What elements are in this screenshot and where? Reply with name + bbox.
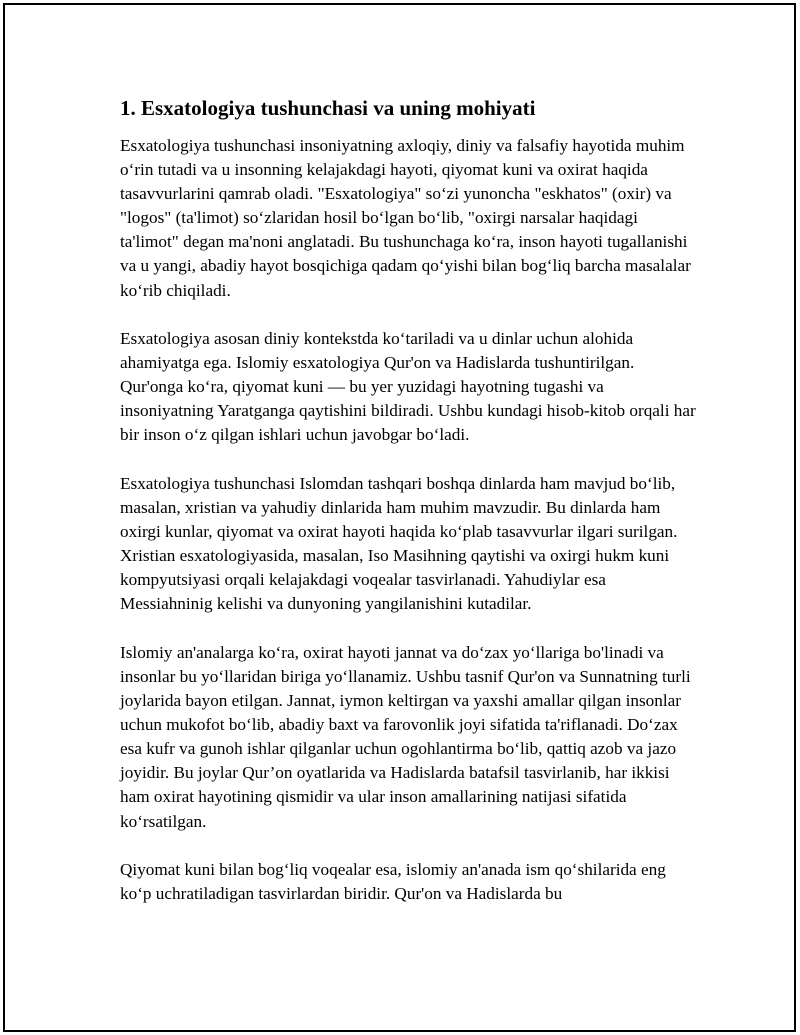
document-page [3,3,796,1032]
paragraph-1: Esxatologiya tushunchasi insoniyatning axloqiy, diniy va falsafiy hayotida muhim o‘rin tutadi va u insonning kelajakdagi hayoti, qiyomat kuni va oxirat haqida tasavvurlarini qamrab oladi. "Esxatologiya" so‘zi yunoncha "eskhatos" (oxir) va "logos" (ta'limot) so‘zlaridan hosil bo‘lgan bo‘lib, "oxirgi narsalar haqidagi ta'limot" degan ma'noni anglatadi. Bu tushunchaga ko‘ra, inson hayoti tugallanishi va u yangi, abadiy hayot bosqichiga qadam qo‘yishi bilan bog‘liq barcha masalalar ko‘rib chiqiladi. [120,136,691,300]
paragraph-4: Islomiy an'analarga ko‘ra, oxirat hayoti jannat va do‘zax yo‘llariga bo'linadi va insonlar bu yo‘llaridan biriga yo‘llanamiz. Ushbu tasnif Qur'on va Sunnatning turli joylarida bayon etilgan. Jannat, iymon keltirgan va yaxshi amallar qilgan insonlar uchun mukofot bo‘lib, abadiy baxt va farovonlik joyi sifatida ta'riflanadi. Do‘zax esa kufr va gunoh ishlar qilganlar uchun ogohlantirma bo‘lib, qattiq azob va jazo joyidir. Bu joylar Qur’on oyatlarida va Hadislarda batafsil tasvirlanib, har ikkisi ham oxirat hayotining qismidir va ular inson amallarining natijasi sifatida ko‘rsatilgan. [120,642,691,831]
paragraph-5: Qiyomat kuni bilan bog‘liq voqealar esa, islomiy an'anada ism qo‘shilarida eng ko‘p uchratiladigan tasvirlardan biridir. Qur'on va Hadislarda bu [120,860,666,904]
document-content [120,93,700,931]
paragraph-3: Esxatologiya tushunchasi Islomdan tashqari boshqa dinlarda ham mavjud bo‘lib, masalan, xristian va yahudiy dinlarida ham muhim mavzudir. Bu dinlarda ham oxirgi kunlar, qiyomat va oxirat hayoti haqida ko‘plab tasavvurlar ilgari surilgan. Xristian esxatologiyasida, masalan, Iso Masihning qaytishi va oxirgi hukm kuni kompyutsiyasi orqali kelajakdagi voqealar tasvirlanadi. Yahudiylar esa Messiahninig kelishi va dunyoning yangilanishini kutadilar. [120,473,678,614]
section-heading: 1. Esxatologiya tushunchasi va uning mohiyati [120,96,536,120]
paragraph-2: Esxatologiya asosan diniy kontekstda ko‘tariladi va u dinlar uchun alohida ahamiyatga ega. Islomiy esxatologiya Qur'on va Hadislarda tushuntirilgan. Qur'onga ko‘ra, qiyomat kuni — bu yer yuzidagi hayotning tugashi va insoniyatning Yaratganga qaytishini bildiradi. Ushbu kundagi hisob-kitob orqali har bir inson o‘z qilgan ishlari uchun javobgar bo‘ladi. [120,329,696,445]
